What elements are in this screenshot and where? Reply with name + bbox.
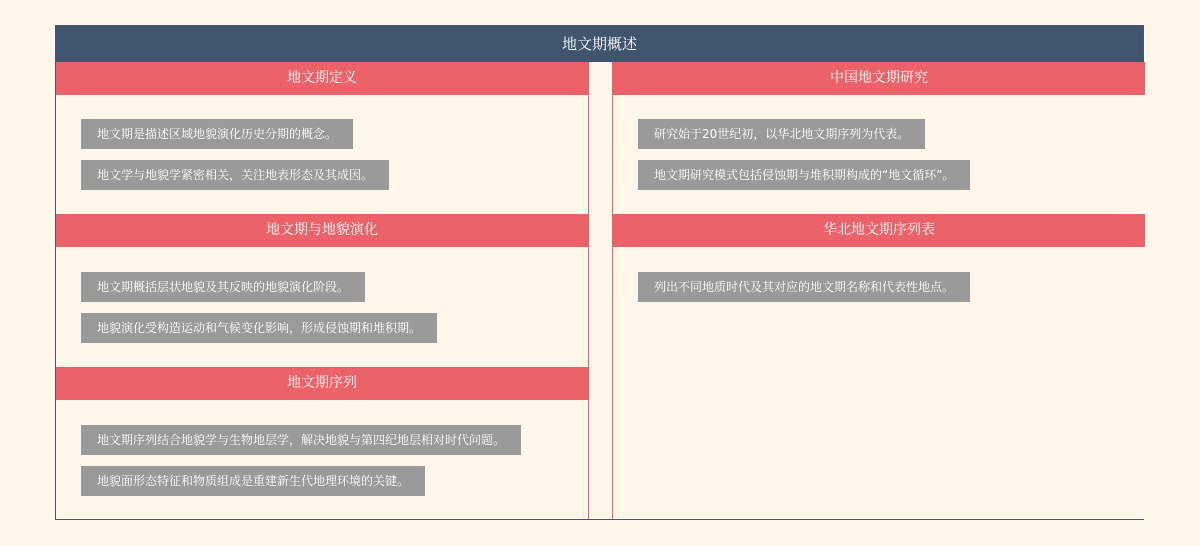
- diagram-board: [55, 25, 1144, 520]
- item-box: 研究始于20世纪初，以华北地文期序列为代表。: [638, 119, 925, 149]
- item-box: 地貌演化受构造运动和气候变化影响，形成侵蚀期和堆积期。: [81, 313, 437, 343]
- section-header: 地文期序列: [56, 367, 588, 400]
- section-header: 华北地文期序列表: [613, 214, 1145, 247]
- section-north-china-table: [613, 214, 1145, 247]
- left-column: [56, 62, 589, 519]
- diagram-title: 地文期概述: [56, 26, 1143, 62]
- section-definition: [56, 62, 588, 95]
- item-box: 地文期研究模式包括侵蚀期与堆积期构成的“地文循环”。: [638, 160, 970, 190]
- section-sequence: [56, 367, 588, 400]
- section-header: 地文期与地貌演化: [56, 214, 588, 247]
- item-box: 地文学与地貌学紧密相关，关注地表形态及其成因。: [81, 160, 389, 190]
- column-gap: [589, 62, 611, 519]
- right-column: [612, 62, 1145, 519]
- item-box: 地文期概括层状地貌及其反映的地貌演化阶段。: [81, 272, 365, 302]
- section-evolution: [56, 214, 588, 247]
- section-china-research: [613, 62, 1145, 95]
- item-box: 地文期是描述区域地貌演化历史分期的概念。: [81, 119, 353, 149]
- section-header: 中国地文期研究: [613, 62, 1145, 95]
- item-box: 地貌面形态特征和物质组成是重建新生代地理环境的关键。: [81, 466, 425, 496]
- item-box: 地文期序列结合地貌学与生物地层学，解决地貌与第四纪地层相对时代问题。: [81, 425, 521, 455]
- section-header: 地文期定义: [56, 62, 588, 95]
- item-box: 列出不同地质时代及其对应的地文期名称和代表性地点。: [638, 272, 970, 302]
